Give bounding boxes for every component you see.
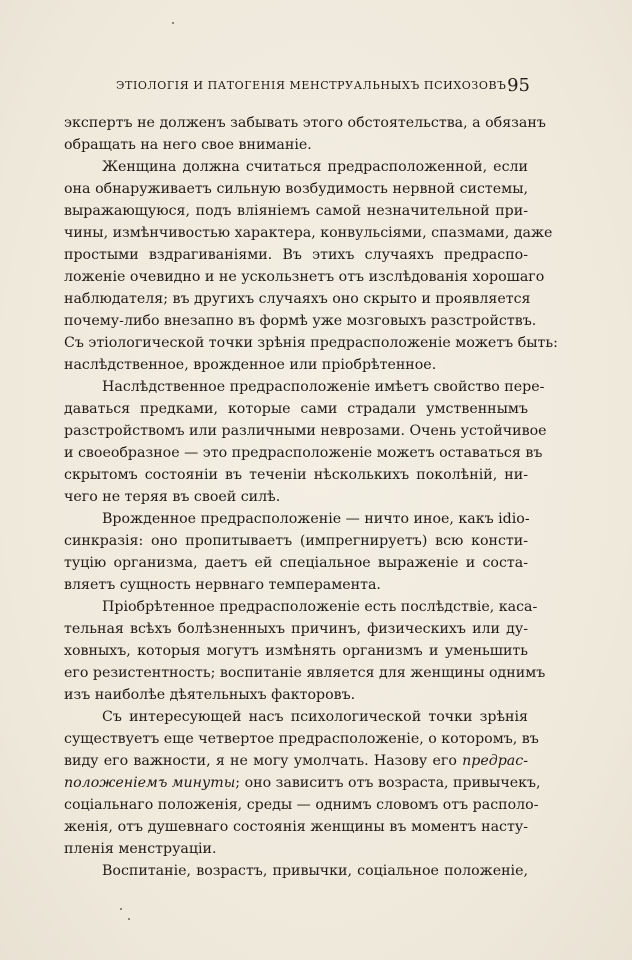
text-line: почему-либо внезапно въ формѣ уже мозговыхъ разстройствъ.	[64, 313, 537, 329]
paper-speck	[128, 918, 130, 920]
text-line: пленія менструаціи.	[64, 841, 217, 857]
text-line: наблюдателя; въ другихъ случаяхъ оно скрыто и проявляется	[64, 291, 531, 307]
text-line: простыми вздрагиваніями. Въ этихъ случаяхъ предраспо-	[64, 247, 528, 263]
text-line: выражающуюся, подъ вліяніемъ самой незначительной при-	[64, 203, 528, 219]
paper-speck	[120, 908, 122, 910]
text-line: виду его важности, я не могу умолчать. Назову его предрас-	[64, 753, 528, 769]
text-line: чины, измѣнчивостью характера, конвульсіями, спазмами, даже	[64, 225, 553, 241]
emphasis: положеніемъ минуты	[64, 775, 236, 791]
text-line: синкразія: оно пропитываетъ (импрегнируетъ) всю консти-	[64, 533, 528, 549]
text-line: туцію организма, даетъ ей спеціальное выраженіе и соста-	[64, 555, 528, 571]
body-text	[64, 112, 558, 882]
emphasis: предрас-	[462, 753, 528, 769]
running-title: ЭТІОЛОГІЯ И ПАТОГЕНІЯ МЕНСТРУАЛЬНЫХЪ ПСИХОЗОВЪ	[116, 79, 507, 92]
text-line: Наслѣдственное предрасположеніе имѣетъ свойство пере-	[102, 379, 545, 395]
text-line: его резистентность; воспитаніе является для женщины однимъ	[64, 665, 546, 681]
text-line: изъ наиболѣе дѣятельныхъ факторовъ.	[64, 687, 356, 703]
text-line: существуетъ еще четвертое предрасположеніе, о которомъ, въ	[64, 731, 539, 747]
text-line: экспертъ не долженъ забывать этого обстоятельства, а обязанъ	[64, 115, 546, 131]
text-line: Съ интересующей насъ психологической точки зрѣнія	[102, 709, 528, 725]
text-line: Пріобрѣтенное предрасположеніе есть послѣдствіе, каса-	[102, 599, 538, 615]
text-line: тельная всѣхъ болѣзненныхъ причинъ, физическихъ или ду-	[64, 621, 528, 637]
text-line: скрытомъ состояніи въ теченіи нѣсколькихъ поколѣній, ни-	[64, 467, 528, 483]
text-line: наслѣдственное, врожденное или пріобрѣтенное.	[64, 357, 437, 373]
text-line: даваться предками, которые сами страдали умственнымъ	[64, 401, 528, 417]
text-line: ложеніе очевидно и не ускользнетъ отъ изслѣдованія хорошаго	[64, 269, 545, 285]
page-number: 95	[507, 75, 530, 96]
text-line: соціальнаго положенія, среды — однимъ словомъ отъ располо-	[64, 797, 539, 813]
text-line: ховныхъ, которыя могутъ измѣнять организмъ и уменьшить	[64, 643, 528, 659]
text-line: Женщина должна считаться предрасположенной, если	[102, 159, 528, 175]
text-line: Съ этіологической точки зрѣнія предрасположеніе можетъ быть:	[64, 335, 558, 351]
text-line: положеніемъ минуты; оно зависитъ отъ возраста, привычекъ,	[64, 775, 541, 791]
text-line: Врожденное предрасположеніе — ничто иное, какъ idio-	[102, 511, 530, 527]
running-head	[110, 76, 530, 98]
text-line: обращать на него свое вниманіе.	[64, 137, 312, 153]
text-line: женія, отъ душевнаго состоянія женщины въ моментъ насту-	[64, 819, 528, 835]
paper-speck	[172, 22, 174, 24]
text-line: вляетъ сущность нервнаго темперамента.	[64, 577, 381, 593]
text-line: Воспитаніе, возрастъ, привычки, соціальное положеніе,	[102, 863, 528, 879]
text-line: чего не теряя въ своей силѣ.	[64, 489, 281, 505]
text-line: разстройствомъ или различными неврозами. Очень устойчивое	[64, 423, 547, 439]
text-line: и своеобразное — это предрасположеніе можетъ оставаться въ	[64, 445, 543, 461]
text-line: она обнаруживаетъ сильную возбудимость нервной системы,	[64, 181, 528, 197]
